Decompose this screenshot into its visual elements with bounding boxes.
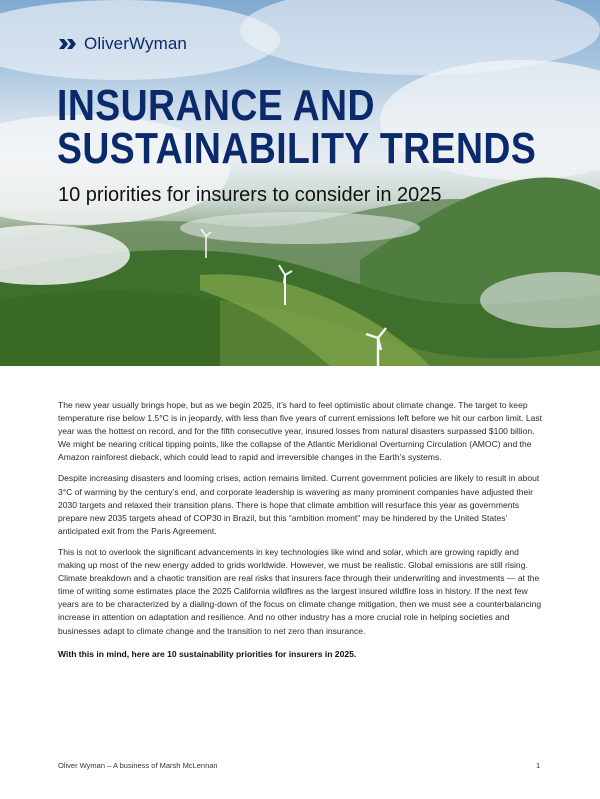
footer-credit: Oliver Wyman – A business of Marsh McLennan: [58, 761, 218, 770]
paragraph-2: Despite increasing disasters and looming crises, action remains limited. Current government policies are likely to result in about 3°C of warming by the century’s end, and corporate leadership is wavering as many prominent companies have adjusted their 2030 targets and relaxed their transition plans. There is hope that climate ambition will resurface this year as governments prepare new 2035 targets ahead of COP30 in Brazil, but this “ambition moment” may be hindered by the United States’ anticipated exit from the Paris Agreement.: [58, 473, 540, 536]
paragraph-3: This is not to overlook the significant advancements in key technologies like wind and solar, which are growing rapidly and making up most of the new energy added to grids worldwide. However, we must be realistic. Global emissions are still rising. Climate breakdown and a chaotic transition are real risks that insurers face through their underwriting and investments — at the time of writing some estimates place the 2025 California wildfires as the largest insured wildfire loss in history. If the next few years are to be characterized by a dialing-down of the focus on climate change mitigation, then we must see a counterbalancing increase in attention on adaptation and resilience. And no other industry has a more crucial role in helping societies and businesses adapt to climate change and the transition to net zero than insurance.: [58, 546, 542, 636]
page-number: 1: [536, 761, 541, 770]
hero-banner: [0, 0, 600, 366]
callout-statement: With this in mind, here are 10 sustainability priorities for insurers in 2025.: [58, 648, 357, 659]
page-title: [57, 81, 537, 173]
title-line-2: SUSTAINABILITY TRENDS: [57, 124, 537, 173]
page-subtitle: 10 priorities for insurers to consider in 2025: [58, 184, 442, 206]
brand-name: OliverWyman: [84, 34, 187, 53]
paragraph-1: The new year usually brings hope, but as we begin 2025, it’s hard to feel optimistic about climate change. The target to keep temperature rise below 1.5°C is in jeopardy, with less than five years of current emissions left before we hit our carbon limit. Last year was the hottest on record, and for the fifth consecutive year, insured losses from natural disasters surpassed $100 billion. We might be nearing critical tipping points, like the collapse of the Atlantic Meridional Overturning Circulation (AMOC) and the Amazon rainforest dieback, which could lead to rapid and irreversible changes in the Earth’s systems.: [58, 400, 543, 463]
oliver-wyman-logo-icon: [58, 37, 78, 51]
body-text: [58, 399, 548, 669]
title-line-1: INSURANCE AND: [57, 81, 375, 130]
brand-logo[interactable]: [58, 34, 187, 54]
landscape-image: [0, 0, 600, 366]
